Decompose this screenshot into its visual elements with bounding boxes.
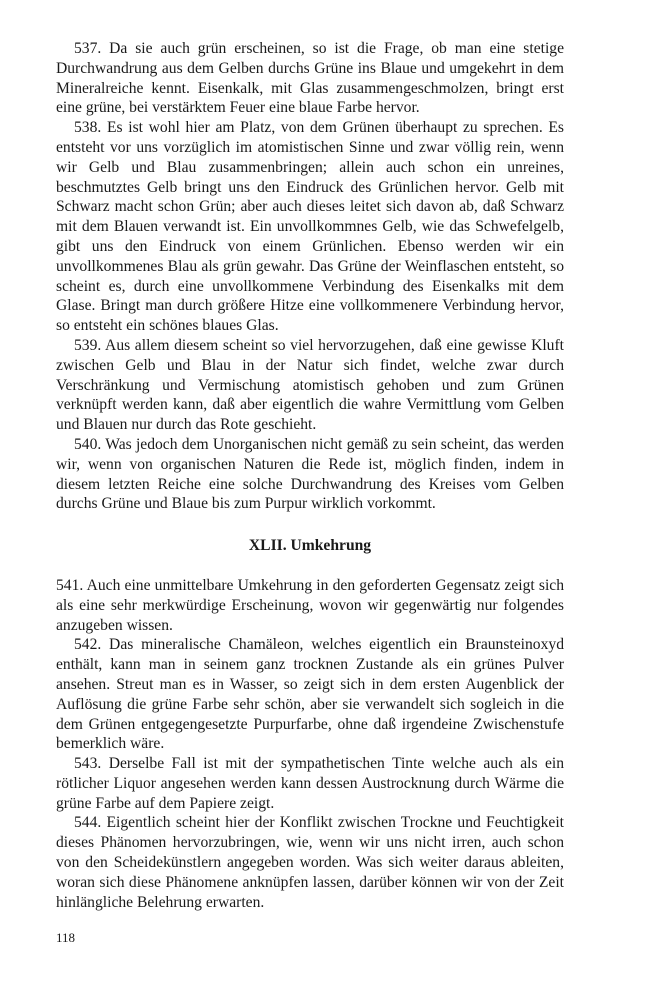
paragraph-538: 538. Es ist wohl hier am Platz, von dem Grünen überhaupt zu sprechen. Es entsteht vor uns vorzüglich im atomistischen Sinne und zwar völlig rein, wenn wir Gelb und Blau zusammenbringen; allein auch schon ein unreines, beschmutztes Gelb bringt uns den Eindruck des Grünlichen hervor. Gelb mit Schwarz macht schon Grün; aber auch dieses leitet sich davon ab, daß Schwarz mit dem Blauen verwandt ist. Ein unvollkommnes Gelb, wie das Schwefelgelb, gibt uns den Eindruck von einem Grünlichen. Ebenso werden wir ein unvollkommenes Blau als grün gewahr. Das Grüne der Weinflaschen entsteht, so scheint es, durch eine unvollkommene Verbindung des Eisenkalks mit dem Glase. Bringt man durch größere Hitze eine vollkommenere Verbindung hervor, so entsteht ein schönes blaues Glas. [56,119,564,335]
paragraph-541: 541. Auch eine unmittelbare Umkehrung in den geforderten Gegensatz zeigt sich als eine sehr merkwürdige Erscheinung, wovon wir gegenwärtig nur folgendes anzugeben wissen. [56,576,564,634]
page-number: 118 [56,930,76,945]
paragraph-539: 539. Aus allem diesem scheint so viel hervorzugehen, daß eine gewisse Kluft zwischen Gelb und Blau in der Natur sich findet, welche zwar durch Verschränkung und Vermischung atomistisch gehoben und zum Grünen verknüpft werden kann, daß aber eigentlich die wahre Vermittlung vom Gelben und Blauen nur durch das Rote geschieht. [56,336,564,434]
paragraph-544: 544. Eigentlich scheint hier der Konflikt zwischen Trockne und Feuchtigkeit dieses Phänomen hervorzubringen, wie, wenn wir uns nicht irren, auch schon von den Scheidekünstlern angegeben worden. Was sich weiter daraus ableiten, woran sich diese Phänomene anknüpfen lassen, darüber können wir von der Zeit hinlängliche Belehrung erwarten. [56,814,564,911]
paragraph-543: 543. Derselbe Fall ist mit der sympathetischen Tinte welche auch als ein rötlicher Liquor angesehen werden kann dessen Austrocknung durch Wärme die grüne Farbe auf dem Papiere zeigt. [56,755,564,812]
section-heading: XLII. Umkehrung [248,537,372,555]
paragraph-540: 540. Was jedoch dem Unorganischen nicht gemäß zu sein scheint, das werden wir, wenn von organischen Naturen die Rede ist, möglich finden, indem in diesem letzten Reiche eine solche Durchwandrung des Kreises vom Gelben durchs Grüne und Blaue bis zum Purpur wirklich vorkommt. [56,435,564,513]
page-body [56,39,564,912]
paragraph-542: 542. Das mineralische Chamäleon, welches eigentlich ein Braunsteinoxyd enthält, kann man in seinem ganz trocknen Zustande als ein grünes Pulver ansehen. Streut man es in Wasser, so zeigt sich in dem ersten Augenblick der Auflösung die grüne Farbe sehr schön, aber sie verwandelt sich sogleich in die dem Grünen entgegengesetzte Purpurfarbe, ohne daß irgendeine Zwischenstufe bemerklich wäre. [56,636,564,753]
paragraph-537: 537. Da sie auch grün erscheinen, so ist die Frage, ob man eine stetige Durchwandrung aus dem Gelben durchs Grüne ins Blaue und umgekehrt in dem Mineralreiche kennt. Eisenkalk, mit Glas zusammengeschmolzen, bringt erst eine grüne, bei verstärktem Feuer eine blaue Farbe hervor. [56,40,564,117]
